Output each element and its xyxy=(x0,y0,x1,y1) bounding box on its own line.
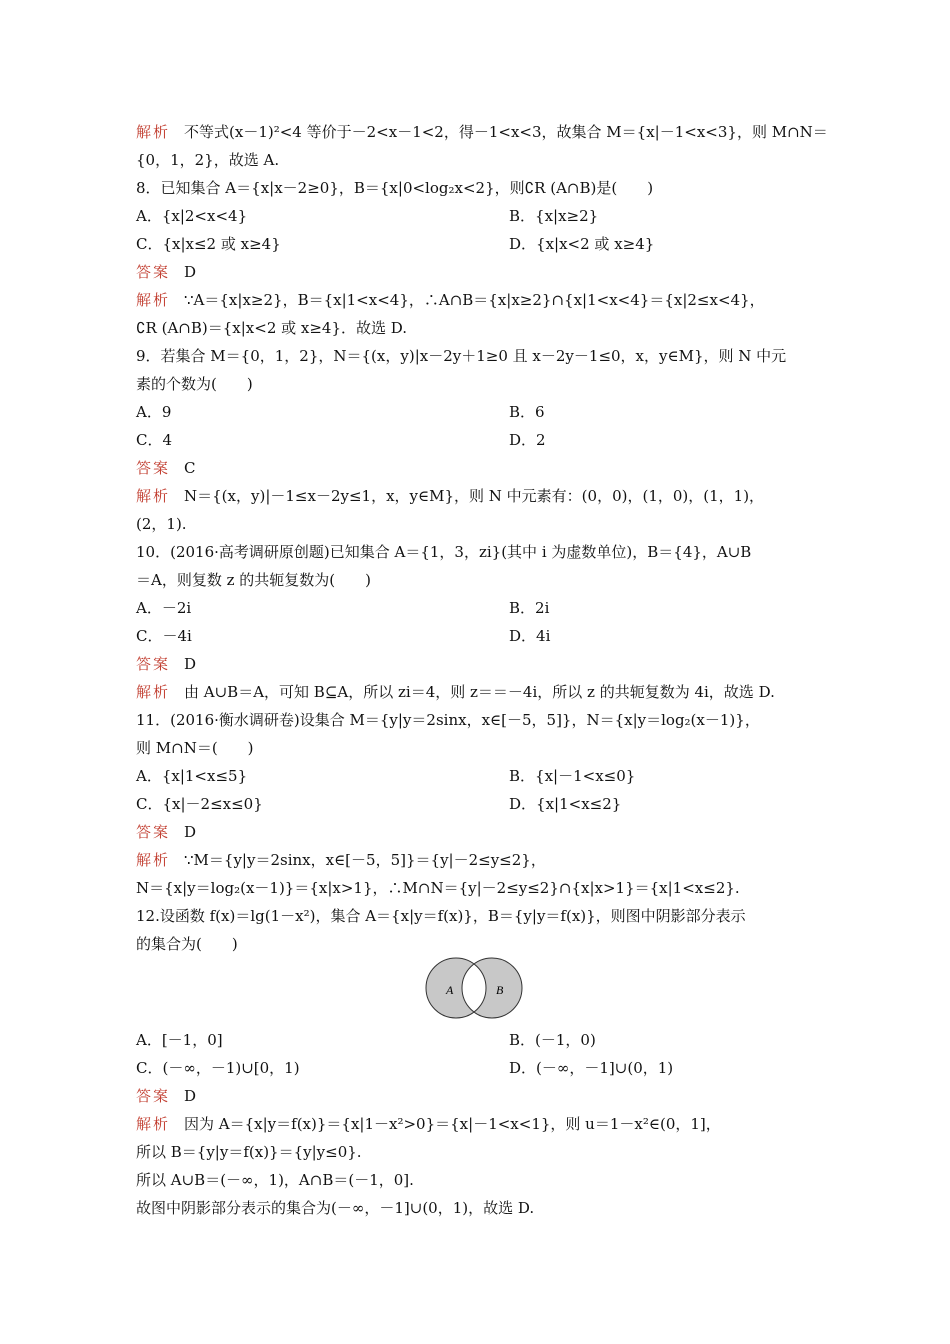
text-line xyxy=(136,374,253,394)
text-line xyxy=(136,626,192,646)
line-text: C xyxy=(184,459,196,477)
line-text: 的集合为( ) xyxy=(136,935,238,953)
text-line xyxy=(136,1030,223,1050)
text-line xyxy=(136,514,187,534)
text-line xyxy=(509,1030,596,1050)
text-line xyxy=(136,710,760,730)
line-text: D xyxy=(184,823,197,841)
line-text: B．6 xyxy=(509,403,545,421)
text-line xyxy=(509,626,550,646)
analysis-label: 解析 xyxy=(136,291,171,309)
text-line xyxy=(136,542,751,562)
text-line xyxy=(136,206,247,226)
text-line xyxy=(136,850,546,870)
line-text: N＝{(x，y)|－1≤x－2y≤1，x，y∈M}，则 N 中元素有：(0，0)，(1，0)，(1，1)， xyxy=(184,487,765,505)
text-line xyxy=(136,1114,721,1134)
line-text: 故图中阴影部分表示的集合为(－∞，－1]∪(0，1)，故选 D. xyxy=(136,1199,535,1217)
text-line xyxy=(136,1058,300,1078)
line-text: D．2 xyxy=(509,431,546,449)
line-text: D．{x|1<x≤2} xyxy=(509,795,622,813)
line-text: B．(－1，0) xyxy=(509,1031,596,1049)
line-text: D xyxy=(184,1087,197,1105)
text-line xyxy=(136,346,786,366)
text-line xyxy=(136,122,828,142)
answer-label: 答案 xyxy=(136,459,171,477)
line-text: 所以 B＝{y|y＝f(x)}＝{y|y≤0}. xyxy=(136,1143,362,1161)
text-line xyxy=(136,150,279,170)
line-text: B．2i xyxy=(509,599,550,617)
line-text: 9．若集合 M＝{0，1，2}，N＝{(x，y)|x－2y＋1≥0 且 x－2y－1≤0，x，y∈M}，则 N 中元 xyxy=(136,347,787,365)
line-text: ∁R (A∩B)＝{x|x<2 或 x≥4}．故选 D. xyxy=(136,319,408,337)
line-text: B．{x|－1<x≤0} xyxy=(509,767,636,785)
text-line xyxy=(136,290,765,310)
text-line xyxy=(136,598,191,618)
line-text: D．4i xyxy=(509,627,551,645)
text-line xyxy=(509,430,546,450)
line-text: C．{x|－2≤x≤0} xyxy=(136,795,263,813)
line-text: ∵A＝{x|x≥2}，B＝{x|1<x<4}，∴A∩B＝{x|x≥2}∩{x|1<x<4}＝{x|2≤x<4}， xyxy=(184,291,765,309)
line-text: A．9 xyxy=(136,403,172,421)
line-text: 由 A∪B＝A，可知 B⊆A，所以 zi＝4，则 z＝＝－4i，所以 z 的共轭复数为 4i，故选 D. xyxy=(184,683,775,701)
line-text: {0，1，2}，故选 A. xyxy=(136,151,280,169)
text-line xyxy=(136,486,764,506)
analysis-label: 解析 xyxy=(136,851,171,869)
analysis-label: 解析 xyxy=(136,1115,171,1133)
line-text: 11．(2016·衡水调研卷)设集合 M＝{y|y＝2sinx，x∈[－5，5]}，N＝{x|y＝log₂(x－1)}， xyxy=(136,711,760,729)
line-text: 不等式(x－1)²<4 等价于－2<x－1<2，得－1<x<3，故集合 M＝{x|－1<x<3}，则 M∩N＝ xyxy=(184,123,828,141)
text-line xyxy=(136,1086,196,1106)
analysis-label: 解析 xyxy=(136,123,171,141)
text-line xyxy=(136,570,371,590)
text-line xyxy=(509,794,621,814)
text-line xyxy=(136,822,196,842)
venn-diagram xyxy=(424,956,524,1020)
line-text: 8．已知集合 A＝{x|x－2≥0}，B＝{x|0<log₂x<2}，则∁R (A∩B)是( ) xyxy=(136,179,654,197)
line-text: D xyxy=(184,263,197,281)
text-line xyxy=(136,766,247,786)
line-text: 10．(2016·高考调研原创题)已知集合 A＝{1，3，zi}(其中 i 为虚数单位)，B＝{4}，A∪B xyxy=(136,543,752,561)
text-line xyxy=(136,878,740,898)
line-text: A．－2i xyxy=(136,599,192,617)
venn-label-b: B xyxy=(496,983,504,997)
text-line xyxy=(509,234,654,254)
line-text: ∵M＝{y|y＝2sinx，x∈[－5，5]}＝{y|－2≤y≤2}， xyxy=(184,851,546,869)
text-line xyxy=(136,934,238,954)
text-line xyxy=(509,766,635,786)
text-line xyxy=(136,1170,414,1190)
line-text: C．－4i xyxy=(136,627,192,645)
text-line xyxy=(136,178,653,198)
answer-label: 答案 xyxy=(136,655,171,673)
answer-label: 答案 xyxy=(136,263,171,281)
line-text: C．4 xyxy=(136,431,173,449)
text-line xyxy=(136,794,263,814)
text-line xyxy=(136,738,254,758)
line-text: C．{x|x≤2 或 x≥4} xyxy=(136,235,281,253)
line-text: 素的个数为( ) xyxy=(136,375,253,393)
line-text: A．{x|1<x≤5} xyxy=(136,767,248,785)
line-text: ＝A，则复数 z 的共轭复数为( ) xyxy=(136,571,371,589)
line-text: C．(－∞，－1)∪[0，1) xyxy=(136,1059,300,1077)
text-line xyxy=(136,1142,362,1162)
line-text: A．[－1，0] xyxy=(136,1031,223,1049)
text-line xyxy=(136,234,281,254)
line-text: D．(－∞，－1]∪(0，1) xyxy=(509,1059,674,1077)
venn-label-a: A xyxy=(446,983,454,997)
line-text: D．{x|x<2 或 x≥4} xyxy=(509,235,655,253)
text-line xyxy=(136,458,196,478)
text-line xyxy=(509,598,549,618)
line-text: 因为 A＝{x|y＝f(x)}＝{x|1－x²>0}＝{x|－1<x<1}，则 u＝1－x²∈(0，1]， xyxy=(184,1115,721,1133)
text-line xyxy=(509,206,598,226)
answer-label: 答案 xyxy=(136,823,171,841)
answer-label: 答案 xyxy=(136,1087,171,1105)
text-line xyxy=(136,906,746,926)
text-line xyxy=(136,318,407,338)
text-line xyxy=(136,430,172,450)
text-line xyxy=(136,402,171,422)
text-line xyxy=(136,682,775,702)
text-line xyxy=(136,1198,534,1218)
text-line xyxy=(509,1058,673,1078)
analysis-label: 解析 xyxy=(136,683,171,701)
line-text: D xyxy=(184,655,197,673)
line-text: B．{x|x≥2} xyxy=(509,207,599,225)
line-text: (2，1). xyxy=(136,515,187,533)
line-text: N＝{x|y＝log₂(x－1)}＝{x|x>1}，∴M∩N＝{y|－2≤y≤2}∩{x|x>1}＝{x|1<x≤2}. xyxy=(136,879,740,897)
line-text: 则 M∩N＝( ) xyxy=(136,739,254,757)
line-text: A．{x|2<x<4} xyxy=(136,207,248,225)
text-line xyxy=(136,654,196,674)
analysis-label: 解析 xyxy=(136,487,171,505)
line-text: 12.设函数 f(x)＝lg(1－x²)，集合 A＝{x|y＝f(x)}，B＝{y|y＝f(x)}，则图中阴影部分表示 xyxy=(136,907,746,925)
text-line xyxy=(136,262,196,282)
text-line xyxy=(509,402,545,422)
line-text: 所以 A∪B＝(－∞，1)，A∩B＝(－1，0]. xyxy=(136,1171,414,1189)
